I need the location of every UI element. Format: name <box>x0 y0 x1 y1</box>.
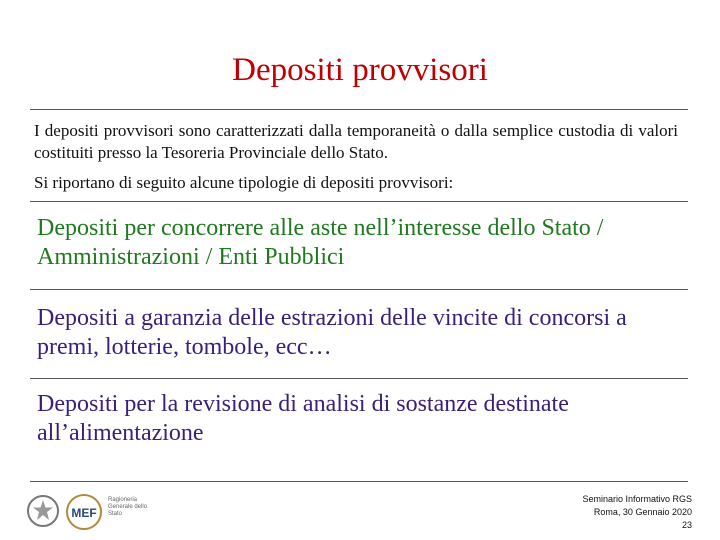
italian-republic-emblem-icon <box>26 494 60 528</box>
slide-title: Depositi provvisori <box>232 52 488 88</box>
footer-date: Roma, 30 Gennaio 2020 <box>593 507 692 517</box>
divider <box>30 378 688 379</box>
footer-seminar: Seminario Informativo RGS <box>582 494 692 504</box>
divider <box>30 481 688 482</box>
mef-logo-text: Ragioneria Generale dello Stato <box>108 497 148 517</box>
divider <box>30 289 688 290</box>
svg-text:MEF: MEF <box>71 506 97 520</box>
footer <box>582 493 692 532</box>
list-item: Depositi per la revisione di analisi di sostanze destinate all’alimentazione <box>37 391 569 446</box>
list-item: Depositi per concorrere alle aste nell’interesse dello Stato / Amministrazioni / Enti Pubblici <box>37 215 604 270</box>
list-item: Depositi a garanzia delle estrazioni delle vincite di concorsi a premi, lotterie, tombole, ecc… <box>37 305 627 360</box>
divider <box>30 109 688 110</box>
mef-logo-icon <box>64 492 104 532</box>
intro-text: I depositi provvisori sono caratterizzati dalla temporaneità o dalla semplice custodia di valori costituiti presso la Tesoreria Provinciale dello Stato. <box>34 121 678 162</box>
divider <box>30 201 688 202</box>
intro-subtext: Si riportano di seguito alcune tipologie di depositi provvisori: <box>34 173 454 192</box>
page-number: 23 <box>681 520 692 530</box>
